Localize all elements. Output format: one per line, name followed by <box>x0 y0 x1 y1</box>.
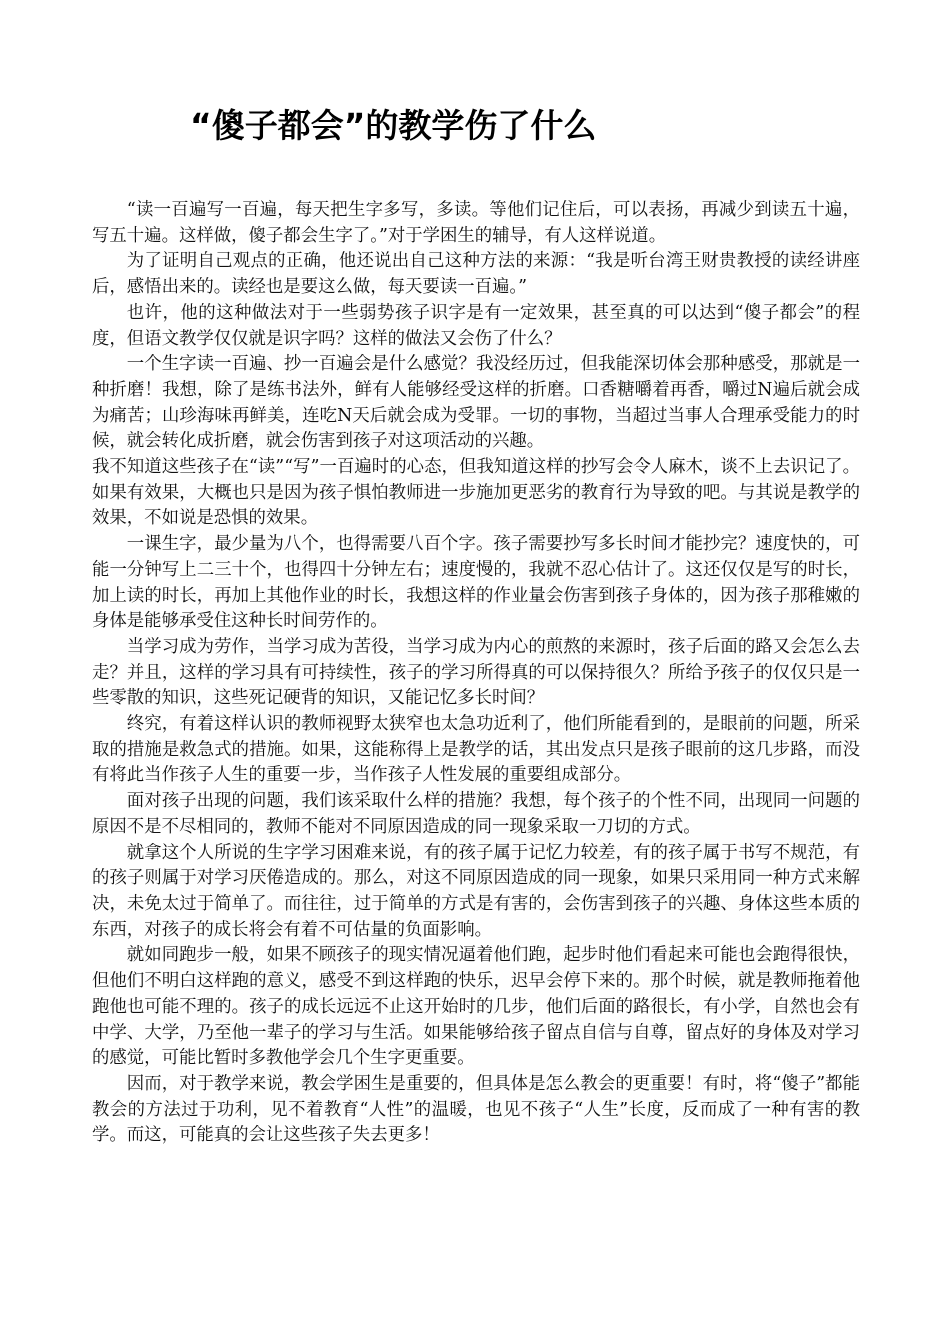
paragraph: 也许，他的这种做法对于一些弱势孩子识字是有一定效果，甚至真的可以达到“傻子都会”的程度，但语文教学仅仅就是识字吗？这样的做法又会伤了什么？ <box>92 302 860 349</box>
paragraph: 就拿这个人所说的生字学习困难来说，有的孩子属于记忆力较差，有的孩子属于书写不规范，有的孩子则属于对学习厌倦造成的。那么，对这不同原因造成的同一现象，如果只采用同一种方式来解决，未免太过于简单了。而往往，过于简单的方式是有害的，会伤害到孩子的兴趣、身体这些本质的东西，对孩子的成长将会有着不可估量的负面影响。 <box>92 842 860 940</box>
paragraph: 因而，对于教学来说，教会学困生是重要的，但具体是怎么教会的更重要！有时，将“傻子”都能教会的方法过于功利，见不着教育“人性”的温暖，也见不孩子“人生”长度，反而成了一种有害的教学。而这，可能真的会让这些孩子失去更多！ <box>92 1073 860 1146</box>
document-body <box>92 198 860 1149</box>
paragraph: 我不知道这些孩子在“读”“写”一百遍时的心态，但我知道这样的抄写会令人麻木，谈不上去识记了。如果有效果，大概也只是因为孩子惧怕教师进一步施加更恶劣的教育行为导致的吧。与其说是教学的效果，不如说是恐惧的效果。 <box>92 457 860 529</box>
paragraph: 一个生字读一百遍、抄一百遍会是什么感觉？我没经历过，但我能深切体会那种感受，那就是一种折磨！我想，除了是练书法外，鲜有人能够经受这样的折磨。口香糖嚼着再香，嚼过N遍后就会成为痛苦；山珍海味再鲜美，连吃N天后就会成为受罪。一切的事物，当超过当事人合理承受能力的时候，就会转化成折磨，就会伤害到孩子对这项活动的兴趣。 <box>92 354 860 452</box>
paragraph: 终究，有着这样认识的教师视野太狭窄也太急功近利了，他们所能看到的，是眼前的问题，所采取的措施是救急式的措施。如果，这能称得上是教学的话，其出发点只是孩子眼前的这几步路，而没有将此当作孩子人生的重要一步，当作孩子人性发展的重要组成部分。 <box>92 714 860 786</box>
paragraph: 一课生字，最少量为八个，也得需要八百个字。孩子需要抄写多长时间才能抄完？速度快的，可能一分钟写上二三十个，也得四十分钟左右；速度慢的，我就不忍心估计了。这还仅仅是写的时长，加上读的时长，再加上其他作业的时长，我想这样的作业量会伤害到孩子身体的，因为孩子那稚嫩的身体是能够承受住这种长时间劳作的。 <box>92 534 860 632</box>
paragraph: 面对孩子出现的问题，我们该采取什么样的措施？我想，每个孩子的个性不同，出现同一问题的原因不是不尽相同的，教师不能对不同原因造成的同一现象采取一刀切的方式。 <box>92 791 860 837</box>
document-title: “傻子都会”的教学伤了什么 <box>190 106 597 145</box>
paragraph: 为了证明自己观点的正确，他还说出自己这种方法的来源：“我是听台湾王财贵教授的读经讲座后，感悟出来的。读经也是要这么做，每天要读一百遍。” <box>92 251 860 298</box>
paragraph: “读一百遍写一百遍，每天把生字多写，多读。等他们记住后，可以表扬，再减少到读五十遍，写五十遍。这样做，傻子都会生字了。”对于学困生的辅导，有人这样说道。 <box>92 200 860 246</box>
paragraph: 就如同跑步一般，如果不顾孩子的现实情况逼着他们跑，起步时他们看起来可能也会跑得很快，但他们不明白这样跑的意义，感受不到这样跑的快乐，迟早会停下来的。那个时候，就是教师拖着他跑他也可能不理的。孩子的成长远远不止这开始时的几步，他们后面的路很长，有小学，自然也会有中学、大学，乃至他一辈子的学习与生活。如果能够给孩子留点自信与自尊，留点好的身体及对学习的感觉，可能比暂时多教他学会几个生字更重要。 <box>92 945 860 1069</box>
paragraph: 当学习成为劳作，当学习成为苦役，当学习成为内心的煎熬的来源时，孩子后面的路又会怎么去走？并且，这样的学习具有可持续性，孩子的学习所得真的可以保持很久？所给予孩子的仅仅只是一些零散的知识，这些死记硬背的知识，又能记忆多长时间？ <box>92 636 860 709</box>
